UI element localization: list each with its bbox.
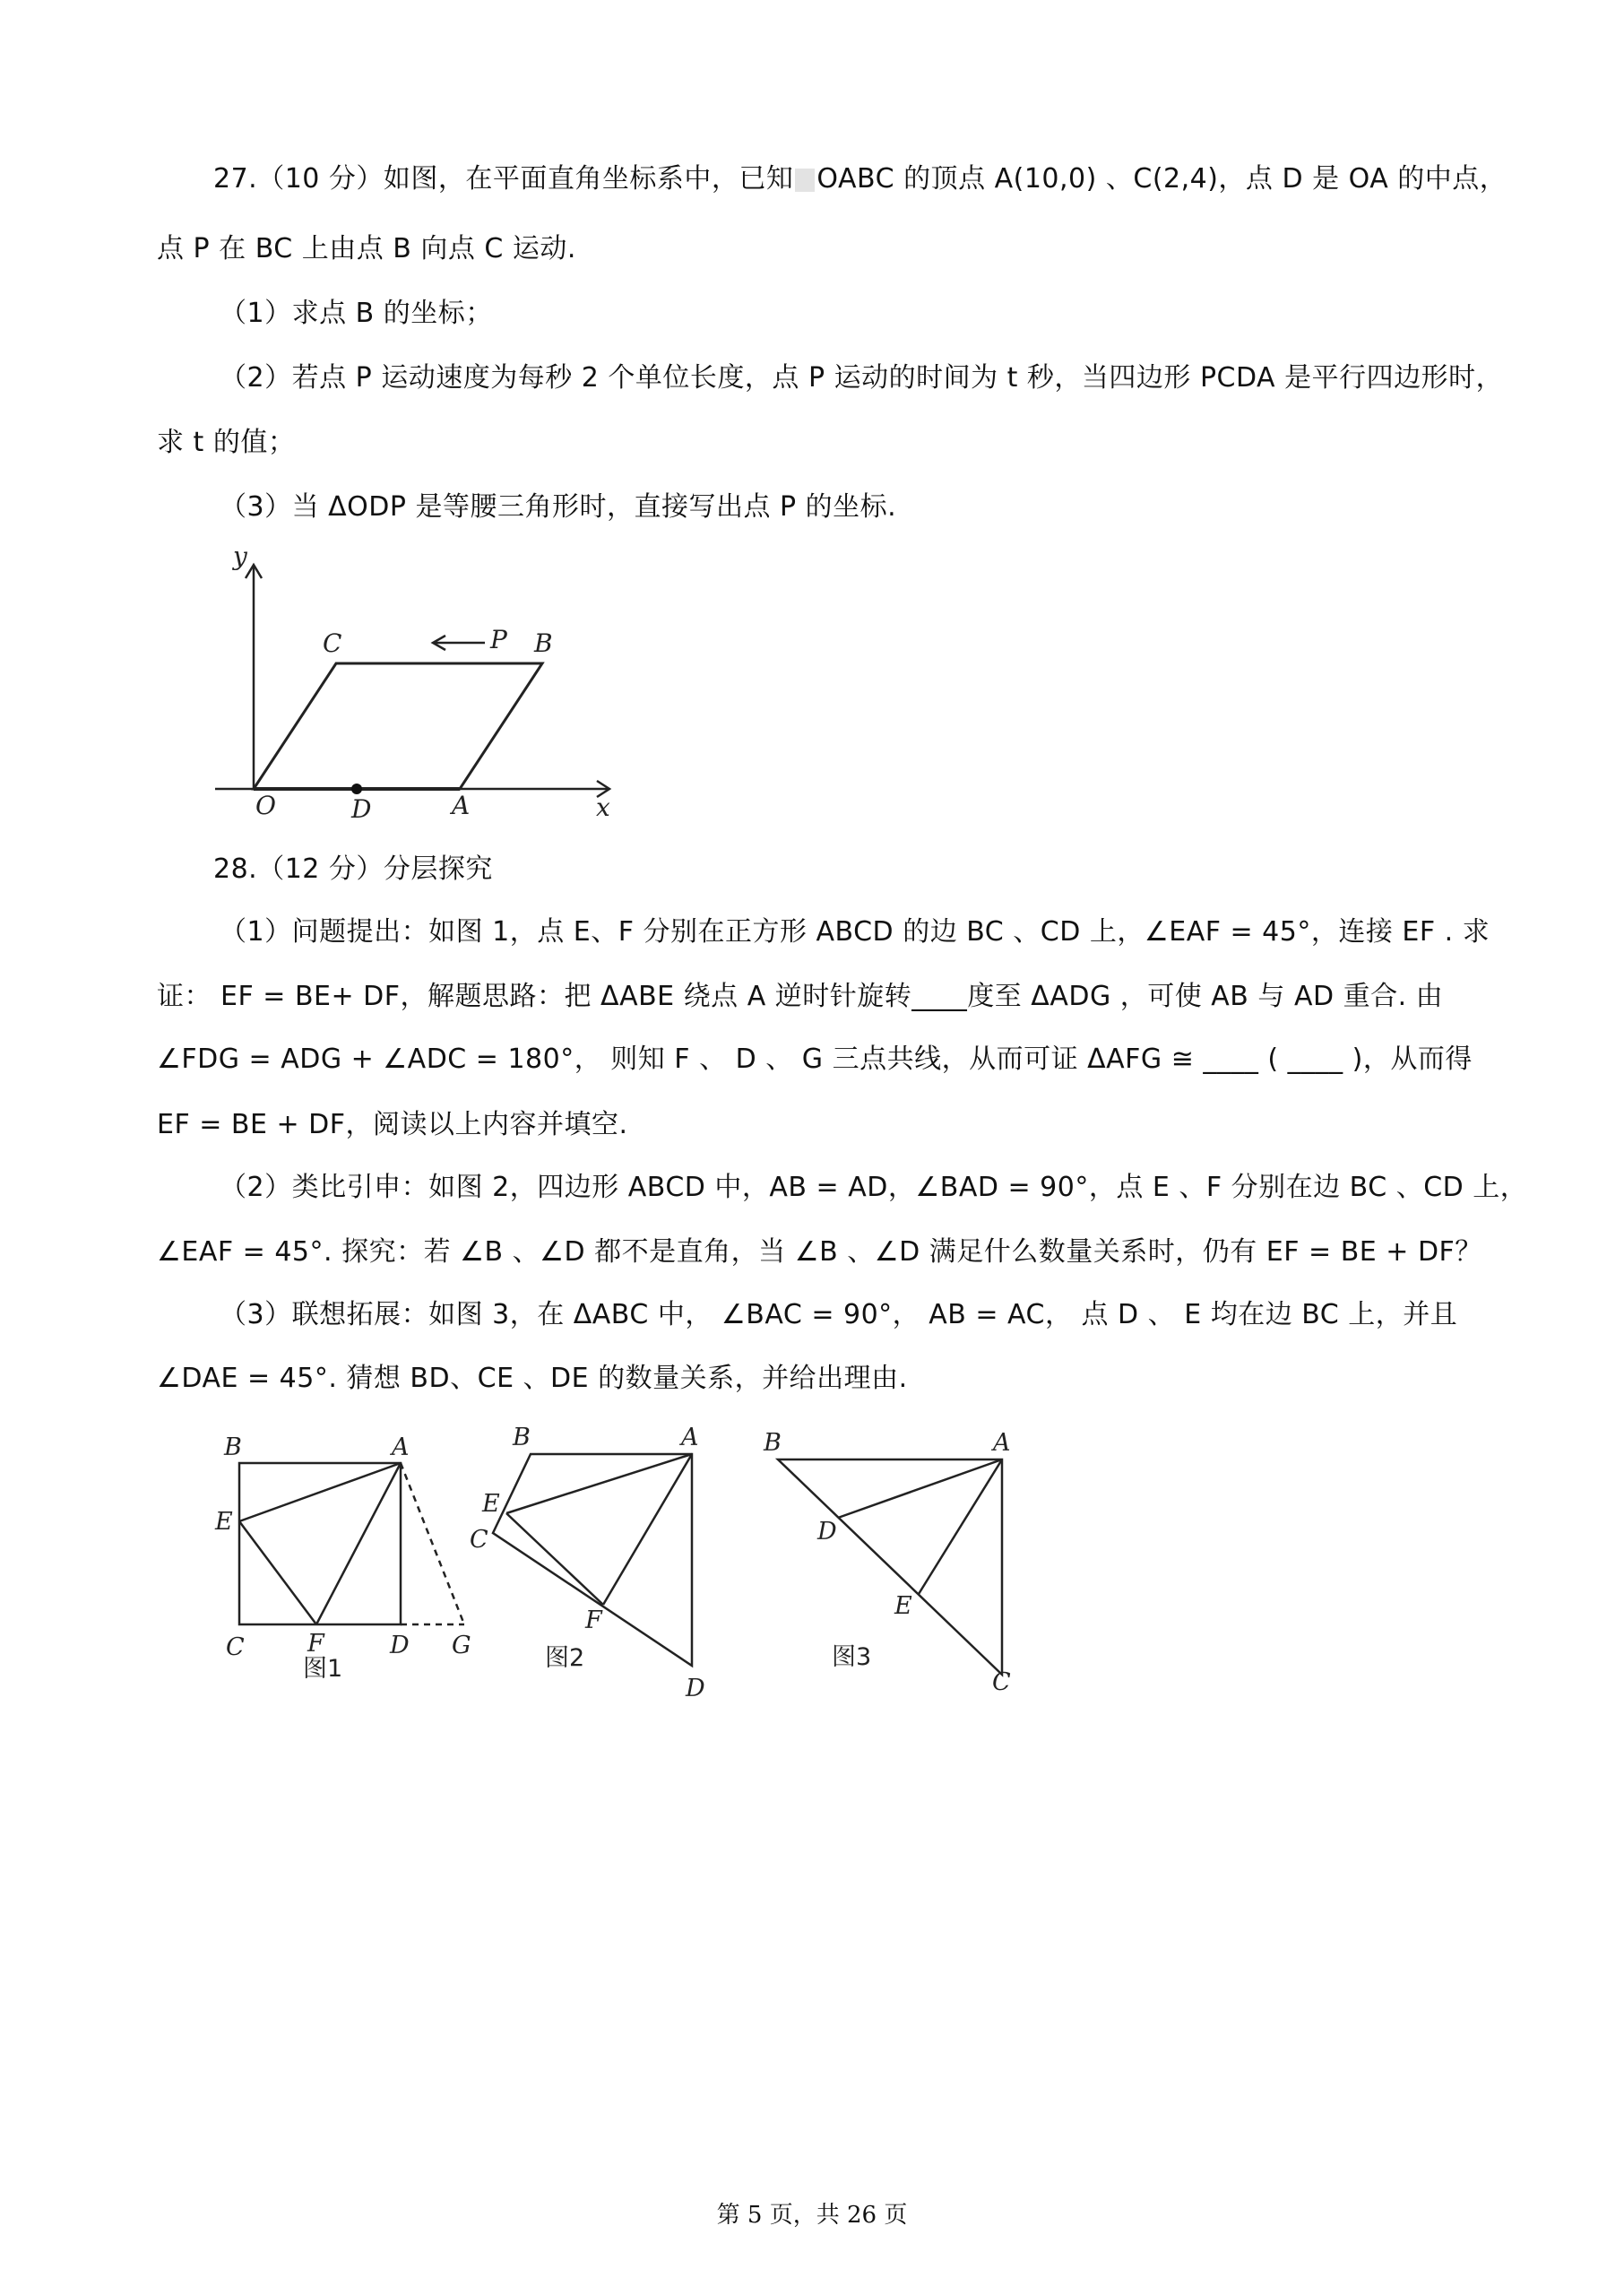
q27-heading: [213, 161, 1507, 197]
fig3-caption: 图3: [832, 1643, 872, 1671]
fig3-segment-ad: [838, 1459, 1002, 1518]
label-d: D: [351, 794, 372, 824]
label-c: C: [323, 628, 342, 658]
fig3-label-c: C: [992, 1668, 1011, 1696]
q28-part-1-d: EF = BE + DF，阅读以上内容并填空.: [157, 1109, 628, 1140]
fig2-label-f: F: [585, 1606, 602, 1634]
q28-figure-2: [466, 1416, 735, 1703]
point-d-dot: [351, 784, 362, 794]
fig2-caption: 图2: [545, 1644, 585, 1672]
fig1-label-g: G: [452, 1632, 471, 1659]
q27-part-2: （2）若点 P 运动速度为每秒 2 个单位长度，点 P 运动的时间为 t 秒，当四边形 PCDA 是平行四边形时，: [220, 362, 1504, 394]
q27-line-2: 点 P 在 BC 上由点 B 向点 C 运动.: [157, 233, 576, 264]
fig3-label-e: E: [894, 1592, 912, 1620]
fig2-label-a: A: [681, 1424, 699, 1451]
label-x: x: [596, 792, 610, 822]
parallelogram-oabc: [254, 663, 542, 789]
q27-part-3: （3）当 ΔODP 是等腰三角形时，直接写出点 P 的坐标.: [220, 491, 897, 523]
fig1-label-a: A: [392, 1433, 410, 1461]
q27-coordinate-figure: [206, 542, 627, 838]
label-o: O: [255, 791, 276, 820]
q28-part-2-a: （2）类比引申：如图 2，四边形 ABCD 中，AB = AD，∠BAD = 90°，点 E 、F 分别在边 BC 、CD 上，: [220, 1172, 1528, 1203]
q27-part-1: （1）求点 B 的坐标；: [220, 298, 493, 329]
fig1-label-d: D: [390, 1632, 410, 1659]
square-abcd: [239, 1463, 401, 1624]
q28-part-1-c: ∠FDG = ADG + ∠ADC = 180°， 则知 F 、 D 、 G 三点共线，从而可证 ΔAFG ≅ ____ ( ____ )，从而得: [157, 1044, 1473, 1075]
fig2-label-d: D: [686, 1675, 705, 1702]
fig2-label-c: C: [470, 1526, 488, 1554]
q28-figure-3: [753, 1421, 1040, 1699]
segment-ag-dashed: [401, 1463, 464, 1624]
q28-part-1-b: 证： EF = BE+ DF，解题思路：把 ΔABE 绕点 A 逆时针旋转____度至 ΔADG ，可使 AB 与 AD 重合. 由: [157, 981, 1444, 1012]
fig2-label-b: B: [513, 1424, 531, 1451]
page-footer: 第 5 页，共 26 页: [716, 2202, 908, 2229]
q28-part-1-a: （1）问题提出：如图 1，点 E、F 分别在正方形 ABCD 的边 BC 、CD 上，∠EAF = 45°，连接 EF . 求: [220, 916, 1490, 948]
fig1-label-b: B: [224, 1433, 242, 1461]
fig1-label-e: E: [215, 1508, 233, 1536]
q27-head-text: 27.（10 分）如图，在平面直角坐标系中，已知: [213, 163, 794, 195]
q28-part-3-a: （3）联想拓展：如图 3，在 ΔABC 中， ∠BAC = 90°， AB = AC， 点 D 、 E 均在边 BC 上，并且: [220, 1299, 1458, 1330]
label-y: y: [233, 541, 247, 571]
triangle-abc: [778, 1459, 1002, 1675]
label-b: B: [534, 628, 553, 658]
q28-heading: 28.（12 分）分层探究: [213, 853, 493, 885]
label-a: A: [452, 791, 471, 820]
fig1-label-f: F: [307, 1630, 324, 1658]
fig2-segment-ef: [506, 1513, 603, 1605]
fig3-label-b: B: [764, 1429, 782, 1457]
parallelogram-symbol-mask: [795, 169, 815, 192]
segment-ef: [239, 1521, 316, 1624]
fig2-segment-af: [603, 1454, 692, 1605]
q27-head-text-2: OABC 的顶点 A(10,0) 、C(2,4)，点 D 是 OA 的中点，: [816, 163, 1507, 195]
fig3-segment-ae: [919, 1459, 1002, 1594]
segment-af: [316, 1463, 401, 1624]
fig3-label-d: D: [817, 1518, 837, 1546]
label-p: P: [490, 625, 507, 654]
segment-ae: [239, 1463, 401, 1521]
fig2-segment-ae: [506, 1454, 692, 1513]
fig1-caption: 图1: [303, 1655, 343, 1683]
q28-part-3-b: ∠DAE = 45°. 猜想 BD、CE 、DE 的数量关系，并给出理由.: [157, 1363, 908, 1394]
fig2-label-e: E: [482, 1490, 500, 1518]
fig3-label-a: A: [993, 1429, 1011, 1457]
q28-part-2-b: ∠EAF = 45°. 探究：若 ∠B 、∠D 都不是直角，当 ∠B 、∠D 满足什么数量关系时，仍有 EF = BE + DF？: [157, 1236, 1482, 1268]
fig1-label-c: C: [226, 1633, 245, 1661]
q28-figure-1: [206, 1425, 493, 1694]
q27-part-2-cont: 求 t 的值；: [157, 427, 296, 458]
